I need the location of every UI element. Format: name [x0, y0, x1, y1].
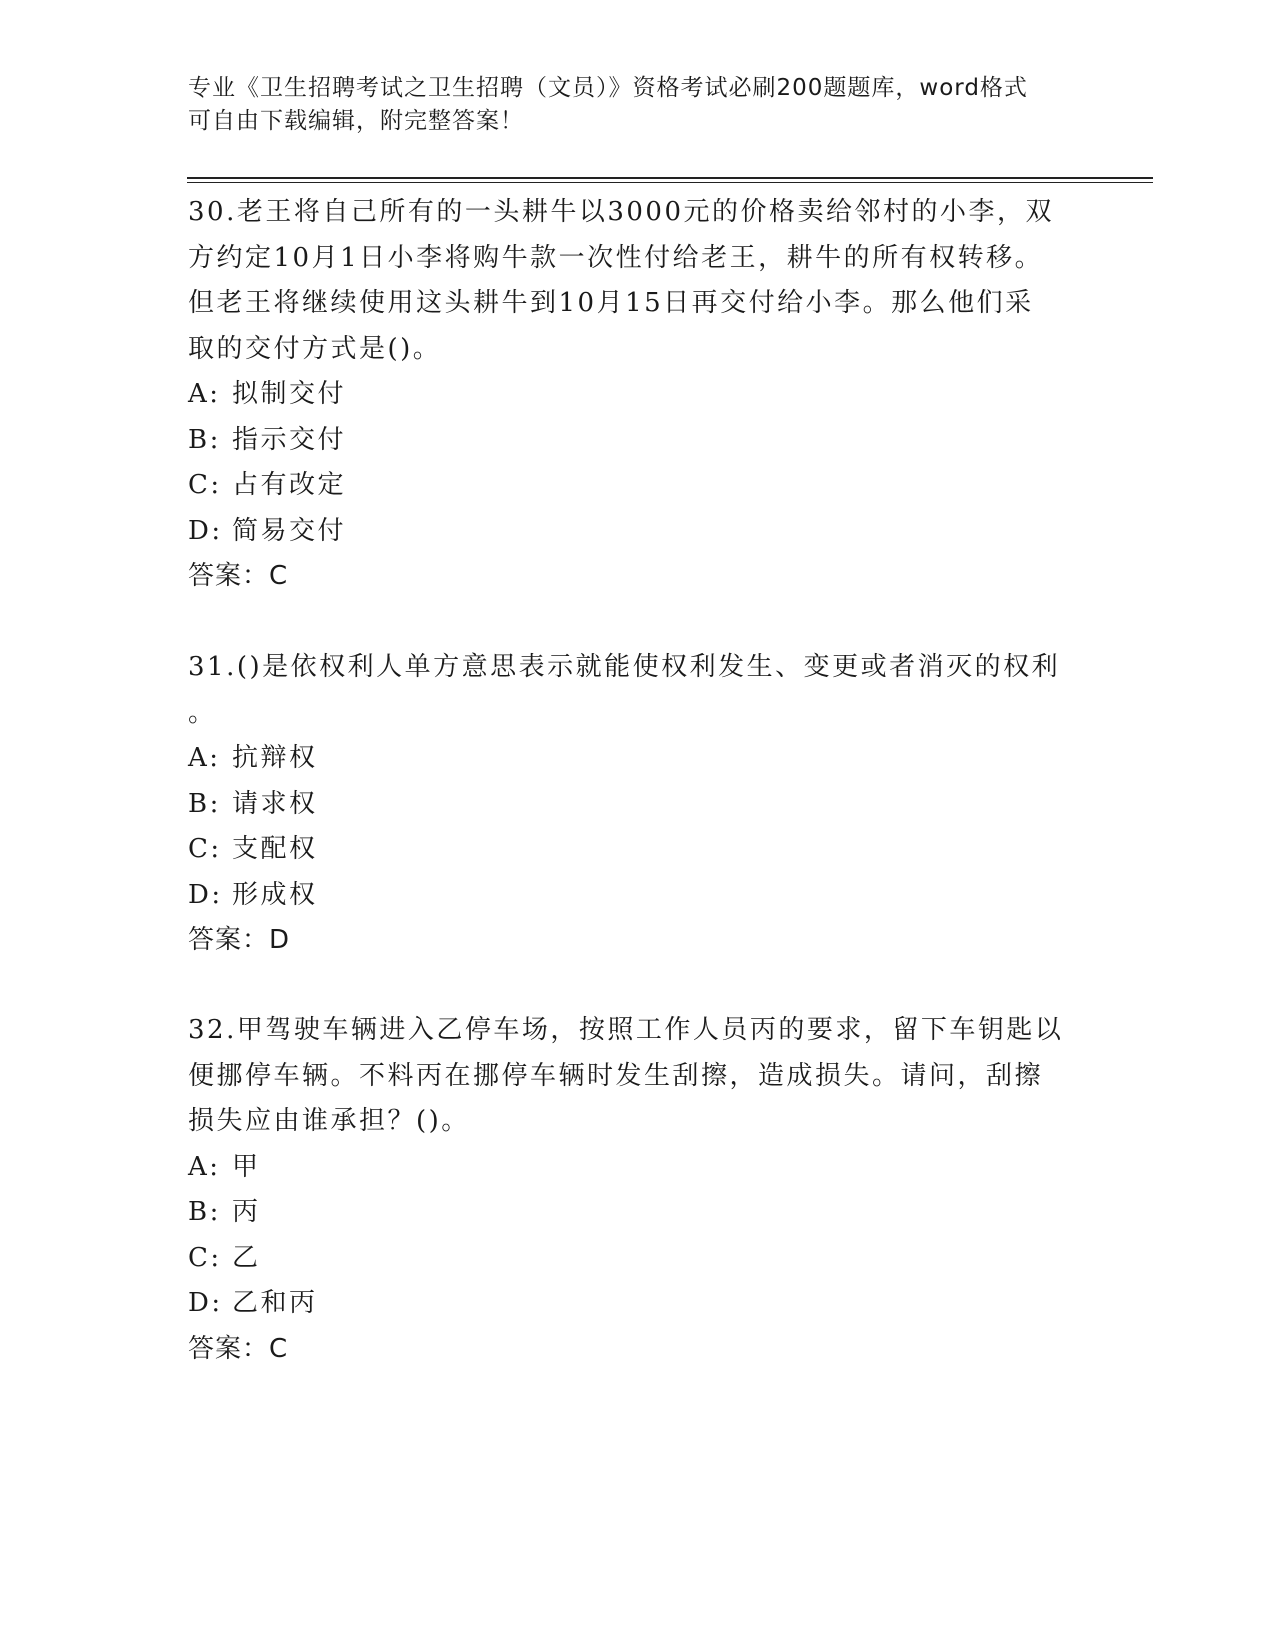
question-line: 32.甲驾驶车辆进入乙停车场，按照工作人员丙的要求，留下车钥匙以: [188, 1015, 1064, 1045]
option-d: [188, 509, 1088, 555]
option-b: [188, 1190, 1088, 1236]
document-header: [188, 72, 1088, 138]
option-text: 丙: [232, 1197, 261, 1227]
option-text: 甲: [232, 1151, 261, 1182]
option-text: 抗辩权: [232, 743, 318, 773]
question-line: 取的交付方式是()。: [188, 333, 442, 364]
header-line-2: 可自由下载编辑，附完整答案！: [188, 108, 524, 134]
option-c: [188, 827, 1088, 873]
option-text: 乙和丙: [232, 1288, 318, 1318]
question-30: [188, 190, 1088, 600]
option-text: 乙: [232, 1242, 261, 1273]
option-d: [188, 873, 1088, 919]
option-c: [188, 1236, 1088, 1282]
option-key: A:: [188, 379, 221, 409]
answer: 答案：D: [188, 925, 291, 955]
option-text: 指示交付: [232, 424, 347, 455]
question-text: [188, 1008, 1088, 1145]
option-text: 请求权: [232, 788, 318, 819]
option-key: D:: [188, 515, 223, 546]
option-b: [188, 782, 1088, 828]
option-key: C:: [188, 470, 222, 500]
option-key: D:: [188, 879, 223, 910]
question-31: [188, 645, 1088, 964]
option-text: 简易交付: [232, 515, 347, 546]
question-text: [188, 190, 1088, 372]
option-text: 占有改定: [232, 470, 347, 500]
question-line: 损失应由谁承担？()。: [188, 1106, 470, 1136]
question-line: 30.老王将自己所有的一头耕牛以3000元的价格卖给邻村的小李，双: [188, 197, 1055, 227]
answer: 答案：C: [188, 1333, 289, 1364]
question-32: [188, 1008, 1088, 1372]
option-key: D:: [188, 1288, 223, 1318]
question-line: 便挪停车辆。不料丙在挪停车辆时发生刮擦，造成损失。请问，刮擦: [188, 1060, 1044, 1091]
option-text: 拟制交付: [232, 379, 347, 409]
question-line: 。: [188, 697, 217, 728]
question-line: 31.()是依权利人单方意思表示就能使权利发生、变更或者消灭的权利: [188, 652, 1061, 682]
question-line: 但老王将继续使用这头耕牛到10月15日再交付给小李。那么他们采: [188, 288, 1034, 318]
option-a: [188, 1145, 1088, 1191]
option-d: [188, 1281, 1088, 1327]
option-text: 支配权: [232, 834, 318, 864]
option-key: A:: [188, 743, 221, 773]
option-key: C:: [188, 834, 222, 864]
question-line: 方约定10月1日小李将购牛款一次性付给老王，耕牛的所有权转移。: [188, 242, 1044, 273]
question-text: [188, 645, 1088, 736]
option-key: B:: [188, 788, 221, 819]
option-key: B:: [188, 1197, 221, 1227]
option-c: [188, 463, 1088, 509]
option-text: 形成权: [232, 879, 318, 910]
header-line-1: 专业《卫生招聘考试之卫生招聘（文员）》资格考试必刷200题题库，word格式: [188, 75, 1028, 101]
option-key: C:: [188, 1242, 222, 1273]
option-a: [188, 372, 1088, 418]
answer: 答案：C: [188, 561, 289, 591]
option-a: [188, 736, 1088, 782]
option-key: A:: [188, 1151, 221, 1182]
option-b: [188, 418, 1088, 464]
option-key: B:: [188, 424, 221, 455]
header-divider-thick: [187, 177, 1153, 179]
header-divider-thin: [187, 182, 1153, 183]
